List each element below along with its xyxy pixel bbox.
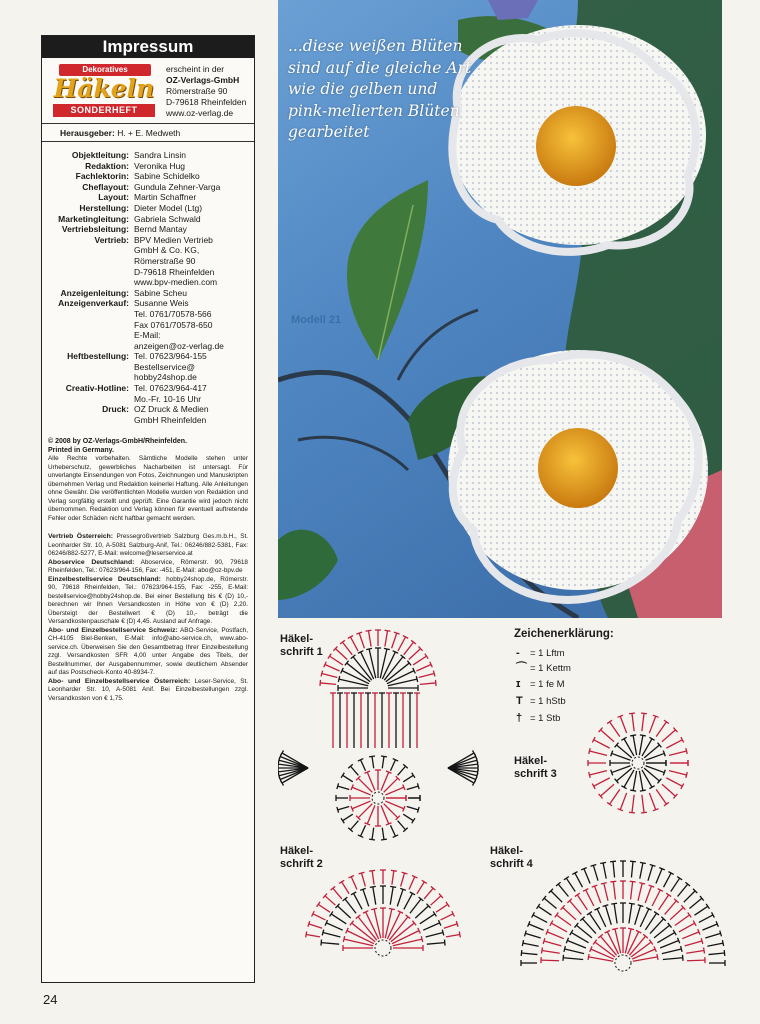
staff-name: Veronika Hug	[134, 160, 186, 171]
impressum-box	[41, 35, 255, 983]
photo-caption: ...diese weißen Blüten sind auf die gleiche Art wie die gelben und pink-melierten Blüten gearbeitet	[288, 37, 472, 141]
staff-list	[42, 142, 254, 425]
double-crochet-icon: †	[516, 712, 523, 724]
crochet-diagrams	[278, 618, 738, 998]
staff-name: Gundula Zehner-Varga	[134, 181, 221, 192]
distribution-text: Leser-Service, St. Leonharder Str. 10, A-5081 Anif. Bei Einzelbestellungen zzgl. Versandkosten von € 1,75.	[48, 677, 249, 702]
staff-row	[42, 404, 254, 425]
distribution-label: Abo- und Einzelbestellservice Österreich:	[48, 677, 191, 685]
printed-in: Printed in Germany.	[48, 447, 114, 455]
diagram-label-2: Häkel- schrift 2	[280, 845, 323, 870]
publisher-line: D-79618 Rheinfelden	[166, 97, 247, 107]
staff-role: Herstellung:	[79, 202, 129, 213]
publisher-line: OZ-Verlags-GmbH	[166, 75, 240, 85]
staff-row	[42, 192, 254, 203]
staff-name: Martin Schaffner	[134, 192, 197, 203]
staff-role: Anzeigenleitung:	[60, 287, 129, 298]
impressum-title: Impressum	[42, 36, 254, 58]
staff-row	[42, 235, 254, 288]
herausgeber-row	[42, 124, 254, 142]
publisher-line: www.oz-verlag.de	[166, 108, 234, 118]
staff-role: Fachlektorin:	[75, 171, 129, 182]
staff-name: Gabriela Schwald	[134, 213, 201, 224]
staff-role: Druck:	[102, 404, 129, 415]
staff-role: Anzeigenverkauf:	[58, 298, 129, 309]
distribution-entry	[48, 627, 248, 678]
staff-row	[42, 150, 254, 161]
staff-role: Creativ-Hotline:	[65, 383, 129, 394]
staff-role: Cheflayout:	[82, 181, 129, 192]
staff-row	[42, 182, 254, 193]
staff-name: OZ Druck & Medien GmbH Rheinfelden	[134, 404, 209, 425]
legend-text: = 1 Lftm	[530, 648, 565, 659]
distribution-label: Abo- und Einzelbestellservice Schweiz:	[48, 626, 178, 634]
legal-notice	[42, 425, 254, 523]
publisher-line: Römerstraße 90	[166, 86, 228, 96]
distribution-text: Pressegroßvertrieb Salzburg Ges.m.b.H., St. Leonharder Str. 10, A-5081 Salzburg-Anif, Tel.: 06246/882-5381, Fax: 06246/882-5277, E-Mail: welcome@leserservice.at	[48, 533, 249, 558]
legend-text: = 1 Kettm	[530, 663, 571, 674]
staff-name: Tel. 07623/964-417 Mo.-Fr. 10-16 Uhr	[134, 383, 207, 404]
staff-name: Bernd Mantay	[134, 224, 187, 235]
staff-role: Heftbestellung:	[67, 351, 129, 362]
distribution-entry	[48, 559, 248, 576]
distribution-label: Vertrieb Österreich:	[48, 533, 114, 541]
staff-row	[42, 288, 254, 299]
slip-stitch-icon: ⌒	[516, 662, 527, 674]
staff-role: Layout:	[98, 192, 129, 203]
page-number: 24	[43, 992, 58, 1007]
diagram-label-3: Häkel- schrift 3	[514, 755, 557, 780]
staff-role: Marketingleitung:	[58, 213, 129, 224]
logo-line-1: Dekoratives	[59, 64, 151, 76]
legend-text: = 1 Stb	[530, 713, 561, 724]
distribution-text: Aboservice, Römerstr. 90, 79618 Rheinfelden, Tel.: 07623/964-156, Fax: -451, E-Mail: abo@oz-bpv.de	[48, 558, 248, 575]
model-label: Modell 21	[291, 314, 342, 326]
staff-row	[42, 224, 254, 235]
distribution-entry	[48, 576, 248, 627]
single-crochet-icon: ɪ	[516, 678, 521, 690]
staff-row	[42, 298, 254, 351]
staff-row	[42, 351, 254, 383]
brand-block	[42, 58, 254, 124]
staff-name: Susanne Weis Tel. 0761/70578-566 Fax 0761/70578-650 E-Mail: anzeigen@oz-verlag.de	[134, 298, 224, 351]
staff-name: Sabine Scheu	[134, 287, 187, 298]
staff-row	[42, 383, 254, 404]
staff-row	[42, 203, 254, 214]
staff-name: BPV Medien Vertrieb GmbH & Co. KG, Römerstraße 90 D-79618 Rheinfelden www.bpv-medien.com	[134, 234, 218, 288]
distribution-label: Aboservice Deutschland:	[48, 558, 135, 566]
staff-row	[42, 171, 254, 182]
distribution-entry	[48, 533, 248, 559]
staff-name: Dieter Model (Ltg)	[134, 202, 203, 213]
legend-text: = 1 hStb	[530, 696, 566, 707]
distribution-text: ABO-Service, Postfach, CH-4105 Biel-Benken, E-Mail: info@abo-service.ch, www.abo-service.ch. Überweisen Sie den Gesamtbetrag Ihrer Einzelbestellung zzgl. Versandkosten SFR 4,00 unter Angabe des Titels, der Bestellnummer, der Ausgabennummer, sowie deutlichem Absender auf das Postscheck-Konto 40-8934-7.	[48, 626, 248, 677]
legend-text: = 1 fe M	[530, 679, 565, 690]
staff-row	[42, 161, 254, 172]
staff-role: Vertrieb:	[94, 234, 129, 245]
magazine-logo	[47, 64, 161, 120]
staff-name: Sandra Linsin	[134, 150, 186, 160]
staff-row	[42, 214, 254, 225]
staff-name: Tel. 07623/964-155 Bestellservice@ hobby24shop.de	[134, 351, 207, 383]
distribution-info	[42, 533, 254, 703]
diagram-label-4: Häkel- schrift 4	[490, 845, 533, 870]
publisher-line: erscheint in der	[166, 64, 225, 74]
chain-stitch-icon: -	[516, 647, 520, 659]
publisher-address	[166, 64, 246, 119]
legend-title: Zeichenerklärung:	[514, 628, 614, 640]
logo-line-3: SONDERHEFT	[53, 104, 155, 117]
distribution-entry	[48, 678, 248, 704]
staff-role: Objektleitung:	[71, 150, 129, 160]
distribution-label: Einzelbestellservice Deutschland:	[48, 575, 161, 583]
staff-role: Vertriebsleitung:	[61, 224, 129, 235]
legal-text: Alle Rechte vorbehalten. Sämtliche Modelle stehen unter Urheberschutz, gewerbliches Nacharbeiten ist untersagt. Für unverlangte Einsendungen von Fotos, Zeichnungen und Manuskripten übernehmen Verlag und Redaktion keinerlei Haftung. Alle Anleitungen ohne Gewähr. Die veröffentlichten Modelle wurden von Redaktion und Verlag sorgfältig erstellt und geprüft. Eine Garantie wird jedoch nicht übernommen. Redaktion und Verlag können für eventuell auftretende Fehler oder Schäden nicht haftbar gemacht werden.	[48, 455, 248, 522]
staff-name: Sabine Schidelko	[134, 171, 200, 182]
distribution-text: hobby24shop.de, Römerstr. 90, 79618 Rheinfelden, Tel.: 07623/964-155, Fax: -255, E-Mail: bestellservice@hobby24shop.de. Bei einer Bestellung bis € (D) 10,- berechnen wir Ihnen Versandkosten in Höhe von € (D) 2,20. Übersteigt der Bestellwert € (D) 10,- beträgt die Versandkostenpauschale € (D) 4,45. Ausland auf Anfrage.	[48, 575, 249, 626]
herausgeber-value: H. + E. Medweth	[117, 128, 181, 138]
staff-role: Redaktion:	[85, 160, 129, 171]
herausgeber-label: Herausgeber:	[60, 128, 115, 138]
logo-line-2: Häkeln	[53, 74, 155, 103]
half-double-icon: T	[516, 695, 523, 707]
copyright: © 2008 by OZ-Verlags-GmbH/Rheinfelden.	[48, 438, 187, 446]
flower-photo	[278, 0, 722, 618]
diagram-label-1: Häkel- schrift 1	[280, 633, 323, 658]
